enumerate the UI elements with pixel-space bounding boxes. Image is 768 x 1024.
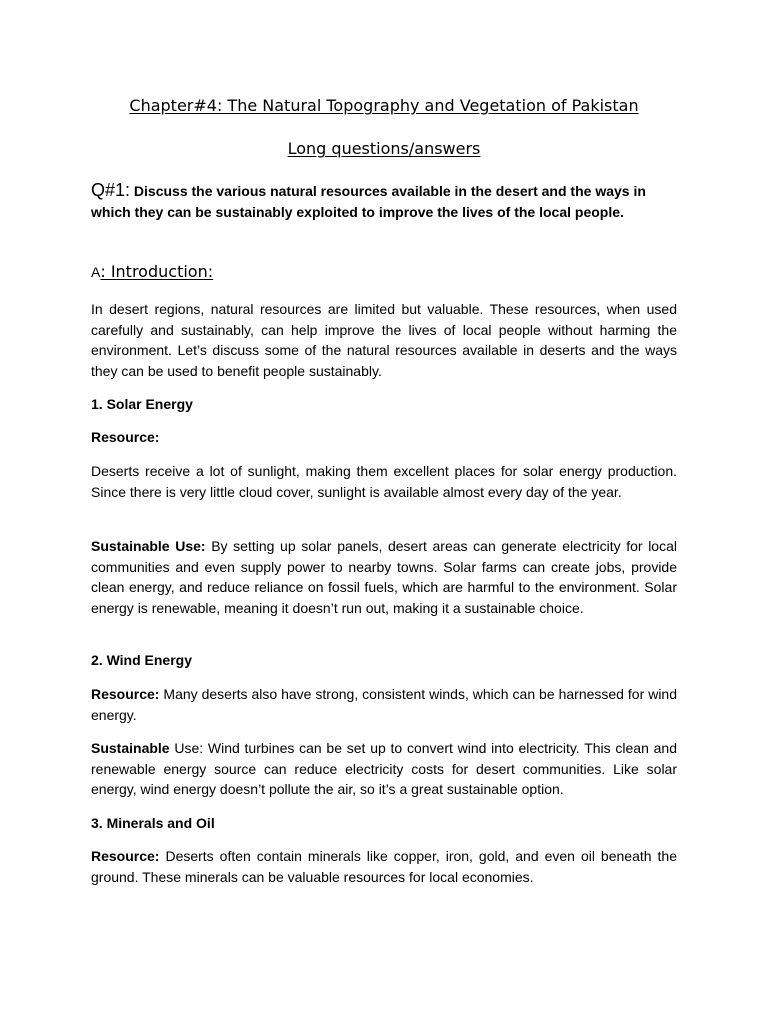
wind-heading: 2. Wind Energy — [91, 652, 193, 668]
minerals-resource-text: Deserts often contain minerals like copper, iron, gold, and even oil beneath the ground. These minerals can be valuable resources for local economies. — [91, 848, 677, 885]
intro-paragraph: In desert regions, natural resources are limited but valuable. These resources, when used carefully and sustainably, can help improve the lives of local people without harming the environment. Let’s discuss some of the natural resources available in deserts and the ways they can be used to benefit people sustainably. — [91, 301, 677, 379]
solar-use-label: Sustainable Use: — [91, 538, 206, 554]
minerals-resource-label: Resource: — [91, 848, 160, 864]
section-subtitle: Long questions/answers — [287, 139, 481, 158]
question-number: Q#1: — [91, 180, 131, 200]
wind-resource-label: Resource: — [91, 686, 160, 702]
solar-heading: 1. Solar Energy — [91, 396, 193, 412]
chapter-title: Chapter#4: The Natural Topography and Vegetation of Pakistan — [129, 96, 639, 115]
solar-resource-paragraph: Deserts receive a lot of sunlight, making them excellent places for solar energy production. Since there is very little cloud cover, sunlight is available almost every day of the year. — [91, 463, 677, 500]
wind-use-label: Sustainable — [91, 740, 170, 756]
minerals-resource-paragraph — [91, 846, 677, 887]
wind-use-paragraph — [91, 738, 677, 800]
section-a-prefix: A — [91, 264, 101, 280]
solar-use-text: By setting up solar panels, desert areas can generate electricity for local communities and even supply power to nearby towns. Solar farms can create jobs, provide clean energy, and reduce reliance on fossil fuels, which are harmful to the environment. Solar energy is renewable, meaning it doesn’t run out, making it a sustainable choice. — [91, 538, 677, 616]
solar-use-paragraph — [91, 536, 677, 618]
section-a-heading — [91, 261, 677, 283]
minerals-heading: 3. Minerals and Oil — [91, 815, 215, 831]
solar-resource-label: Resource: — [91, 429, 160, 445]
wind-use-text: Use: Wind turbines can be set up to convert wind into electricity. This clean and renewable energy source can reduce electricity costs for desert communities. Like solar energy, wind energy doesn’t pollute the air, so it’s a great sustainable option. — [91, 740, 677, 798]
section-a-title: : Introduction: — [100, 262, 214, 281]
wind-resource-paragraph — [91, 684, 677, 725]
question-1 — [91, 180, 677, 223]
wind-resource-text: Many deserts also have strong, consistent winds, which can be harnessed for wind energy. — [91, 686, 677, 723]
question-text: Discuss the various natural resources available in the desert and the ways in which they can be sustainably exploited to improve the lives of the local people. — [91, 183, 646, 220]
